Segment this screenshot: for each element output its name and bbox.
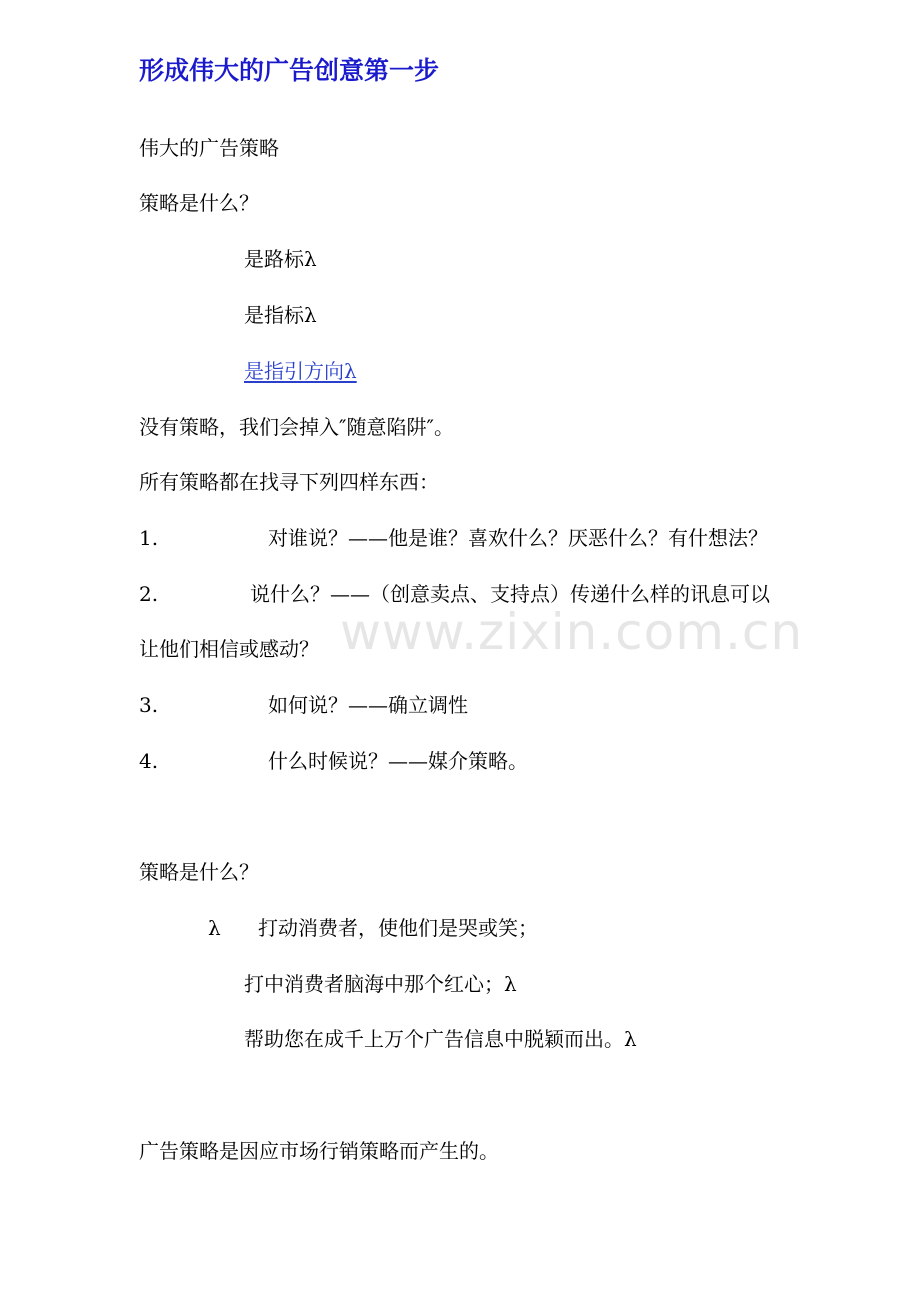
document-title: 形成伟大的广告创意第一步 [139, 56, 440, 85]
section-heading: 伟大的广告策略 [139, 136, 279, 160]
list-number: 4. [139, 749, 159, 773]
bullet-link[interactable]: 是指引方向λ [244, 359, 357, 383]
list-item-continuation: 让他们相信或感动？ [139, 637, 319, 661]
list-item-text: 什么时候说？——媒介策略。 [268, 749, 528, 773]
bullet-item: 帮助您在成千上万个广告信息中脱颖而出。λ [244, 1027, 637, 1051]
bullet-item: 是指标λ [244, 303, 317, 327]
trap-sentence: 没有策略，我们会掉入″随意陷阱″。 [139, 415, 454, 439]
bullet-item: 打动消费者，使他们是哭或笑； [258, 916, 538, 940]
list-number: 2. [139, 582, 159, 606]
bullet-item: 是路标λ [244, 247, 317, 271]
list-number: 1. [139, 526, 159, 550]
bullet-marker: λ [208, 916, 221, 940]
list-item-text: 对谁说？——他是谁？喜欢什么？厌恶什么？有什想法？ [268, 526, 768, 550]
strategy-question: 策略是什么？ [139, 860, 259, 884]
bullet-item: 打中消费者脑海中那个红心；λ [244, 972, 517, 996]
conclusion-sentence: 广告策略是因应市场行销策略而产生的。 [139, 1139, 499, 1163]
strategy-question: 策略是什么？ [139, 191, 259, 215]
list-number: 3. [139, 693, 159, 717]
four-things-intro: 所有策略都在找寻下列四样东西： [139, 470, 439, 494]
list-item-text: 说什么？——（创意卖点、支持点）传递什么样的讯息可以 [250, 582, 770, 606]
watermark: www.zixin.com.cn [340, 603, 804, 661]
list-item-text: 如何说？——确立调性 [268, 693, 468, 717]
